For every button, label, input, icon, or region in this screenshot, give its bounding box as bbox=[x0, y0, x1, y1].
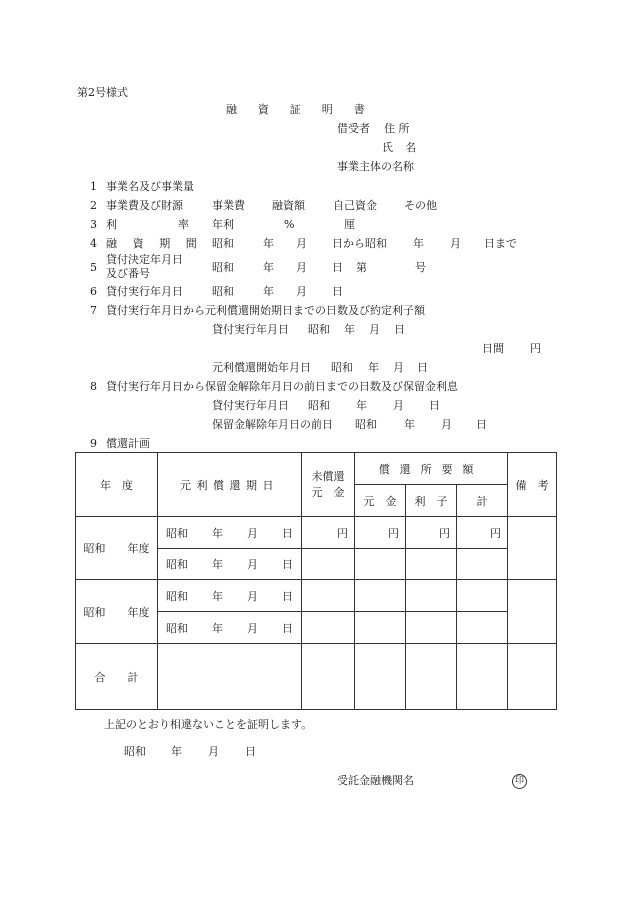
month-unit: 月 bbox=[296, 237, 307, 250]
header-unpaid-line1: 未償還 bbox=[311, 469, 345, 483]
number-prefix: 第 bbox=[356, 261, 367, 274]
bank-name-label: 受託金融機関名 bbox=[337, 774, 414, 787]
year-unit: 年 bbox=[263, 261, 274, 274]
sub-label: 貸付実行年月日 bbox=[212, 323, 289, 336]
month-unit: 月 bbox=[247, 621, 258, 635]
principal-cell: 円 bbox=[355, 517, 406, 549]
header-interest: 利 子 bbox=[406, 485, 457, 517]
own-funds-label: 自己資金 bbox=[333, 199, 377, 212]
day-unit: 日 bbox=[476, 418, 487, 431]
unpaid-cell bbox=[302, 580, 355, 612]
month-unit: 月 bbox=[296, 285, 307, 298]
item-number: 9 bbox=[90, 437, 97, 450]
total-interest-cell bbox=[406, 644, 457, 710]
principal-cell bbox=[355, 612, 406, 644]
header-unpaid-principal bbox=[302, 453, 355, 517]
project-cost-label: 事業費 bbox=[212, 199, 245, 212]
year-unit: 年 bbox=[263, 237, 274, 250]
name-label: 氏 名 bbox=[382, 141, 421, 154]
era-label: 昭和 bbox=[166, 558, 188, 571]
repayment-date-cell bbox=[158, 517, 302, 549]
year-unit: 年 bbox=[263, 285, 274, 298]
month-unit: 月 bbox=[393, 361, 404, 374]
table-row bbox=[76, 580, 557, 612]
year-unit: 年 bbox=[171, 745, 182, 758]
repayment-date-cell bbox=[158, 549, 302, 580]
day-unit: 日 bbox=[429, 399, 440, 412]
era-label: 昭和 bbox=[212, 285, 234, 298]
yen-unit: 円 bbox=[530, 342, 541, 355]
fiscal-year-cell: 昭和 年度 bbox=[76, 580, 158, 644]
item-number: 3 bbox=[90, 218, 97, 231]
year-unit: 年 bbox=[368, 361, 379, 374]
other-label: その他 bbox=[404, 199, 437, 212]
item-number: 8 bbox=[90, 380, 97, 393]
total-cell bbox=[457, 549, 508, 580]
year-unit: 年 bbox=[212, 526, 223, 540]
era-label: 昭和 bbox=[331, 361, 353, 374]
day-unit: 日 bbox=[394, 323, 405, 336]
era-label: 昭和 bbox=[308, 399, 330, 412]
item-number: 1 bbox=[90, 180, 97, 193]
month-unit: 月 bbox=[247, 589, 258, 603]
month-unit: 月 bbox=[450, 237, 461, 250]
item-label: 利 bbox=[106, 218, 117, 231]
repayment-date-cell bbox=[158, 612, 302, 644]
item-text: 貸付実行年月日から元利償還開始期日までの日数及び約定利子額 bbox=[106, 304, 425, 317]
interest-cell bbox=[406, 580, 457, 612]
borrower-label: 借受者 bbox=[337, 122, 370, 135]
era-label: 昭和 bbox=[308, 323, 330, 336]
month-unit: 月 bbox=[393, 399, 404, 412]
sub-label: 元利償還開始年月日 bbox=[212, 361, 311, 374]
era-label: 昭和 bbox=[355, 418, 377, 431]
principal-cell bbox=[355, 580, 406, 612]
item-number: 6 bbox=[90, 285, 97, 298]
entity-label: 事業主体の名称 bbox=[337, 160, 414, 173]
day-unit: 日 bbox=[282, 558, 293, 571]
item-text: 貸付実行年月日から保留金解除年月日の前日までの日数及び保留金利息 bbox=[106, 380, 458, 393]
day-from-label: 日から昭和 bbox=[332, 237, 387, 250]
sub-label: 保留金解除年月日の前日 bbox=[212, 418, 333, 431]
year-unit: 年 bbox=[404, 418, 415, 431]
remarks-cell bbox=[508, 580, 557, 644]
address-label: 住 所 bbox=[384, 122, 410, 135]
month-unit: 月 bbox=[369, 323, 380, 336]
header-fiscal-year: 年 度 bbox=[76, 453, 158, 517]
interest-cell: 円 bbox=[406, 517, 457, 549]
year-unit: 年 bbox=[356, 399, 367, 412]
number-suffix: 号 bbox=[415, 261, 426, 274]
item-label: 貸付実行年月日 bbox=[106, 285, 183, 298]
item-text: 償還計画 bbox=[106, 437, 150, 450]
total-row bbox=[76, 644, 557, 710]
rin-unit: 厘 bbox=[344, 218, 355, 231]
era-label: 昭和 bbox=[212, 261, 234, 274]
unpaid-cell bbox=[302, 612, 355, 644]
total-remarks-cell bbox=[508, 644, 557, 710]
day-unit: 日 bbox=[282, 621, 293, 635]
month-unit: 月 bbox=[247, 526, 258, 540]
unpaid-cell bbox=[302, 549, 355, 580]
principal-cell bbox=[355, 549, 406, 580]
item-label: 融 資 期 間 bbox=[106, 237, 203, 250]
month-unit: 月 bbox=[247, 558, 258, 571]
interest-cell bbox=[406, 549, 457, 580]
day-unit: 日 bbox=[282, 589, 293, 603]
day-unit: 日 bbox=[332, 285, 343, 298]
era-label: 昭和 bbox=[166, 621, 188, 635]
total-principal-cell bbox=[355, 644, 406, 710]
item-text: 事業名及び事業量 bbox=[106, 180, 194, 193]
seal-mark: 印 bbox=[512, 774, 527, 789]
era-label: 昭和 bbox=[166, 526, 188, 540]
total-cell bbox=[457, 580, 508, 612]
header-remarks: 備 考 bbox=[508, 453, 557, 517]
header-repayment-date: 元利償還期日 bbox=[158, 453, 302, 517]
total-cell: 円 bbox=[457, 517, 508, 549]
month-unit: 月 bbox=[208, 745, 219, 758]
year-unit: 年 bbox=[212, 621, 223, 635]
year-unit: 年 bbox=[413, 237, 424, 250]
table-row bbox=[76, 517, 557, 549]
era-label: 昭和 bbox=[212, 237, 234, 250]
header-required-amount: 償還所要額 bbox=[355, 453, 508, 485]
days-unit: 日間 bbox=[482, 342, 504, 355]
loan-amount-label: 融資額 bbox=[272, 199, 305, 212]
repayment-plan-table bbox=[75, 452, 557, 710]
year-unit: 年 bbox=[212, 558, 223, 571]
item-number: 2 bbox=[90, 199, 97, 212]
day-unit: 日 bbox=[332, 261, 343, 274]
sub-label: 貸付実行年月日 bbox=[212, 399, 289, 412]
item-number: 7 bbox=[90, 304, 97, 317]
header-unpaid-line2: 元 金 bbox=[311, 485, 345, 499]
fiscal-year-cell: 昭和 年度 bbox=[76, 517, 158, 580]
year-unit: 年 bbox=[344, 323, 355, 336]
interest-cell bbox=[406, 612, 457, 644]
item-number: 4 bbox=[90, 237, 97, 250]
item-label: 貸付決定年月日 bbox=[106, 253, 183, 266]
total-label-cell: 合 計 bbox=[76, 644, 158, 710]
remarks-cell bbox=[508, 517, 557, 580]
day-unit: 日 bbox=[245, 745, 256, 758]
repayment-date-cell bbox=[158, 580, 302, 612]
unpaid-cell: 円 bbox=[302, 517, 355, 549]
certification-statement: 上記のとおり相違ないことを証明します。 bbox=[104, 718, 313, 731]
era-label: 昭和 bbox=[124, 745, 146, 758]
header-principal: 元 金 bbox=[355, 485, 406, 517]
total-total-cell bbox=[457, 644, 508, 710]
form-number: 第2号様式 bbox=[77, 86, 128, 99]
percent-unit: % bbox=[284, 218, 295, 231]
header-total: 計 bbox=[457, 485, 508, 517]
day-unit: 日 bbox=[417, 361, 428, 374]
total-cell bbox=[457, 612, 508, 644]
era-label: 昭和 bbox=[166, 589, 188, 603]
annual-rate-label: 年利 bbox=[212, 218, 234, 231]
total-date-cell bbox=[158, 644, 302, 710]
item-label: 及び番号 bbox=[106, 267, 150, 280]
day-until-label: 日まで bbox=[484, 237, 517, 250]
day-unit: 日 bbox=[282, 526, 293, 540]
month-unit: 月 bbox=[296, 261, 307, 274]
year-unit: 年 bbox=[212, 589, 223, 603]
item-number: 5 bbox=[90, 261, 97, 274]
item-label: 事業費及び財源 bbox=[106, 199, 183, 212]
total-unpaid-cell bbox=[302, 644, 355, 710]
document-title: 融資証明書 bbox=[226, 103, 386, 116]
item-label: 率 bbox=[178, 218, 189, 231]
month-unit: 月 bbox=[441, 418, 452, 431]
